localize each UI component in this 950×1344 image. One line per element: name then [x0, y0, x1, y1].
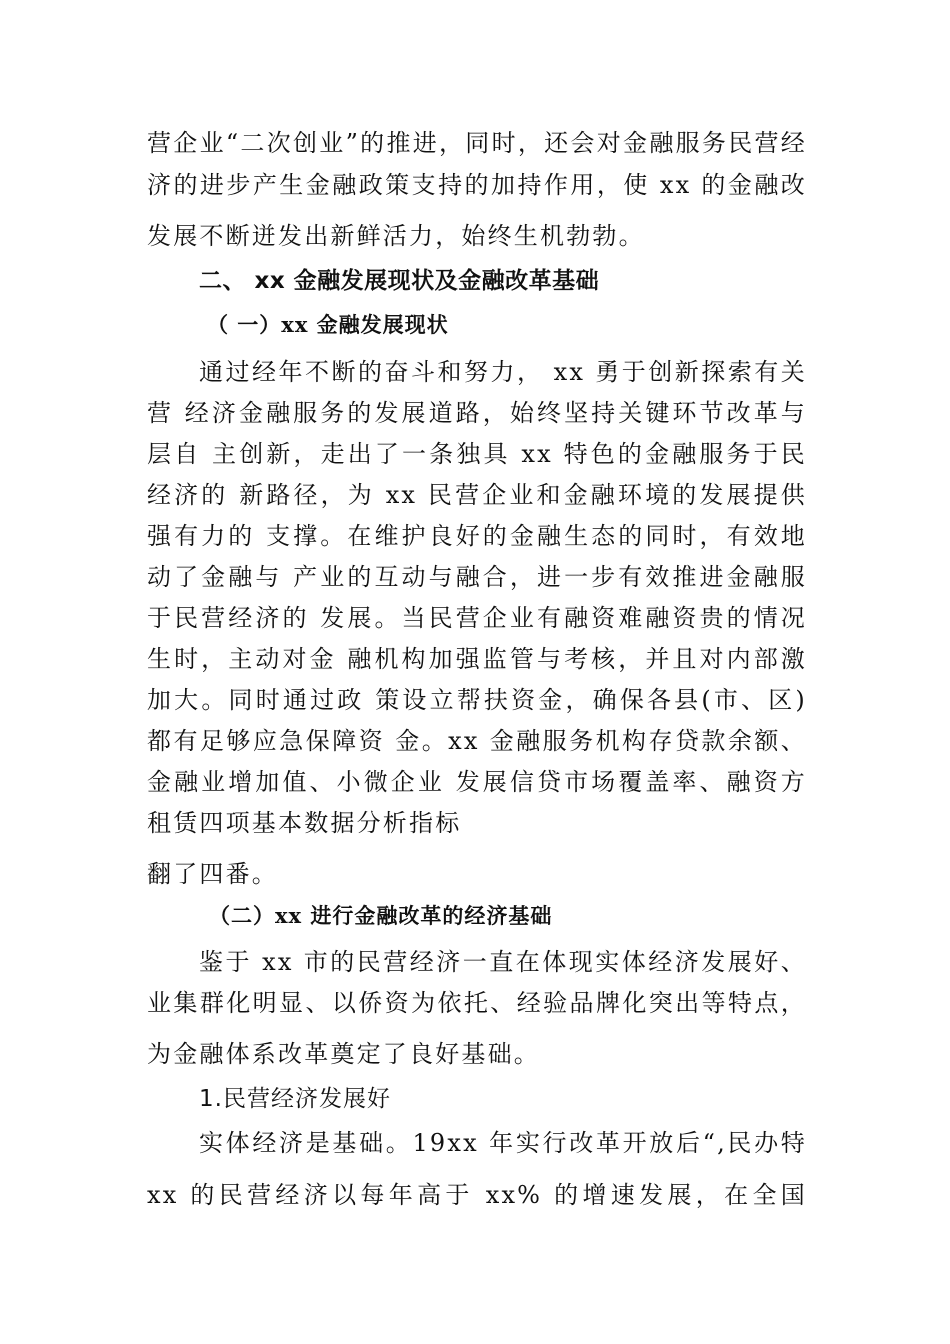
subsubsection-heading: 1.民营经济发展好 [199, 1086, 391, 1112]
paragraph-line: 经济的 新路径，为 xx 民营企业和金融环境的发展提供 [147, 481, 807, 509]
paragraph-line: 鉴于 xx 市的民营经济一直在体现实体经济发展好、 [199, 948, 807, 976]
paragraph-line: 生时，主动对金 融机构加强监管与考核，并且对内部激 [147, 645, 807, 673]
paragraph-line: 为金融体系改革奠定了良好基础。 [147, 1040, 540, 1068]
subsection-heading: （二）xx 进行金融改革的经济基础 [209, 903, 553, 928]
paragraph-line: 层自 主创新，走出了一条独具 xx 特色的金融服务于民 [147, 440, 807, 468]
paragraph-line: 发展不断迸发出新鲜活力，始终生机勃勃。 [147, 222, 645, 250]
subsection-heading: （ 一）xx 金融发展现状 [207, 312, 449, 337]
paragraph-line: 加大。同时通过政 策设立帮扶资金，确保各县(市、区) [147, 686, 807, 714]
paragraph-line: 济的进步产生金融政策支持的加持作用，使 xx 的金融改 [147, 171, 807, 199]
paragraph-line: 动了金融与 产业的互动与融合，进一步有效推进金融服 [147, 563, 807, 591]
paragraph-line: 通过经年不断的奋斗和努力， xx 勇于创新探索有关 [199, 358, 807, 386]
paragraph-line: 营企业“二次创业”的推进，同时，还会对金融服务民营经 [147, 129, 807, 157]
paragraph-line: 营 经济金融服务的发展道路，始终坚持关键环节改革与 [147, 399, 807, 427]
paragraph-line: 实体经济是基础。19xx 年实行改革开放后“,民办特 [199, 1129, 807, 1157]
section-heading: 二、 xx 金融发展现状及金融改革基础 [199, 268, 600, 294]
paragraph-line: 都有足够应急保障资 金。xx 金融服务机构存贷款余额、 [147, 727, 807, 755]
paragraph-line: 金融业增加值、小微企业 发展信贷市场覆盖率、融资方 [147, 768, 807, 796]
paragraph-line: xx 的民营经济以每年高于 xx% 的增速发展，在全国 [147, 1181, 807, 1209]
paragraph-line: 强有力的 支撑。在维护良好的金融生态的同时，有效地 [147, 522, 807, 550]
paragraph-line: 于民营经济的 发展。当民营企业有融资难融资贵的情况 [147, 604, 807, 632]
paragraph-line: 租赁四项基本数据分析指标 [147, 809, 462, 837]
paragraph-line: 翻了四番。 [147, 860, 278, 888]
paragraph-line: 业集群化明显、以侨资为依托、经验品牌化突出等特点， [147, 989, 807, 1017]
